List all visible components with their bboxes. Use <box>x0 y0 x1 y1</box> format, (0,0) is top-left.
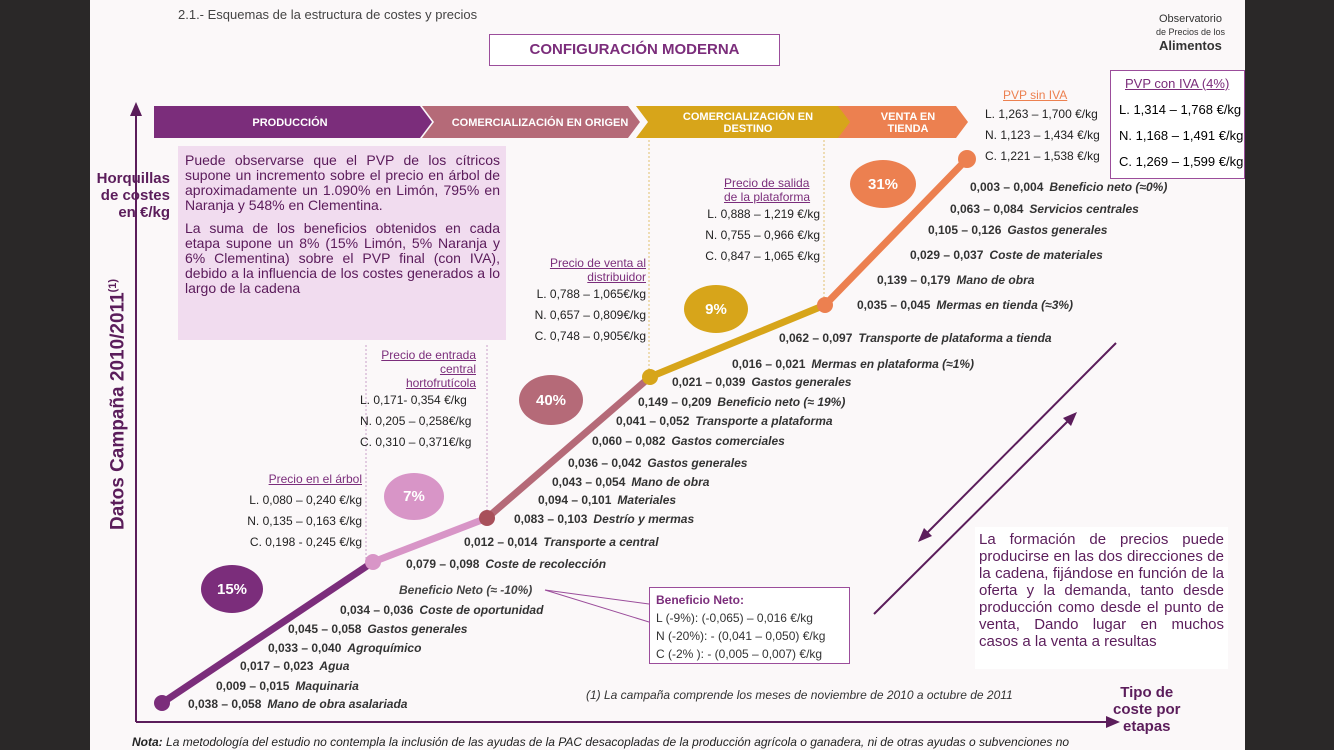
price-pvp-title: PVP sin IVA <box>1003 88 1068 102</box>
cost-label: Materiales <box>617 493 677 507</box>
cost-value: 0,012 – 0,014 <box>464 535 538 549</box>
cost-value: 0,105 – 0,126 <box>928 223 1002 237</box>
cost-item <box>779 331 1052 345</box>
node-pvp <box>958 150 976 168</box>
cost-value: 0,043 – 0,054 <box>552 475 626 489</box>
cost-item <box>514 512 694 526</box>
stage-label-produccion: PRODUCCIÓN <box>252 117 328 129</box>
cost-label: Mano de obra asalariada <box>267 697 408 711</box>
cost-value: 0,079 – 0,098 <box>406 557 480 571</box>
cost-value: 0,029 – 0,037 <box>910 248 984 262</box>
cost-value: 0,036 – 0,042 <box>568 456 642 470</box>
cost-item <box>268 641 421 655</box>
cost-item <box>399 583 532 597</box>
cost-value: 0,060 – 0,082 <box>592 434 666 448</box>
page <box>90 0 1245 750</box>
cost-label: Transporte a plataforma <box>695 414 833 428</box>
logo-line-2: de Precios de los <box>1155 27 1225 37</box>
cost-value: 0,094 – 0,101 <box>538 493 612 507</box>
stage-label-tienda: VENTA EN TIENDA <box>880 111 936 135</box>
y-axis-vertical-sup: (1) <box>107 278 119 293</box>
price-plataforma <box>696 176 820 267</box>
x-axis-label <box>1113 684 1181 735</box>
cost-label: Coste de recolección <box>485 557 607 571</box>
net-profit-c: C (-2% ): - (0,005 – 0,007) €/kg <box>656 647 823 661</box>
cost-label: Destrío y mermas <box>593 512 695 526</box>
net-profit-l: L (-9%): (-0,065) – 0,016 €/kg <box>656 611 813 625</box>
section-title: 2.1.- Esquemas de la estructura de costes y precios <box>178 7 478 22</box>
cost-value: 0,034 – 0,036 <box>340 603 414 617</box>
price-distribuidor <box>520 256 646 347</box>
bottom-note-label: Nota: <box>132 735 163 749</box>
cost-item <box>188 697 407 711</box>
price-distribuidor-c: C. 0,748 – 0,905€/kg <box>534 329 646 343</box>
node-start <box>154 695 170 711</box>
cost-item <box>732 357 974 371</box>
price-entrada-title-1: Precio de entrada <box>381 348 476 362</box>
cost-label: Gastos generales <box>367 622 468 636</box>
cost-label: Coste de oportunidad <box>419 603 544 617</box>
price-arbol-n: N. 0,135 – 0,163 €/kg <box>247 514 362 528</box>
cost-label: Gastos generales <box>751 375 852 389</box>
price-iva-c: C. 1,269 – 1,599 €/kg <box>1119 154 1244 169</box>
price-entrada-title-2: central <box>439 362 476 376</box>
diagram-title: CONFIGURACIÓN MODERNA <box>489 34 780 66</box>
price-pvp-n: N. 1,123 – 1,434 €/kg <box>985 128 1100 142</box>
price-plataforma-c: C. 0,847 – 1,065 €/kg <box>705 249 820 263</box>
cost-value: 0,041 – 0,052 <box>616 414 690 428</box>
cost-item <box>552 475 709 489</box>
stage-label-origen: COMERCIALIZACIÓN EN ORIGEN <box>451 117 629 129</box>
price-entrada-n: N. 0,205 – 0,258€/kg <box>360 414 472 428</box>
y-axis-vertical-label <box>107 279 129 530</box>
cost-value: 0,045 – 0,058 <box>288 622 362 636</box>
pct-tienda: 31% <box>850 160 916 208</box>
cost-value: 0,021 – 0,039 <box>672 375 746 389</box>
x-axis-label-line-3: etapas <box>1122 718 1171 735</box>
node-plataforma <box>817 297 833 313</box>
cost-value: 0,033 – 0,040 <box>268 641 342 655</box>
intro-paragraph-1: Puede observarse que el PVP de los cítricos supone un incremento sobre el precio en árbol de aproximadamente un 1.090% en Limón, 795% en Naranja y 548% en Clementina. <box>185 152 500 213</box>
cost-item <box>538 493 676 507</box>
cost-item <box>288 622 467 636</box>
logo-line-1: Observatorio <box>1158 13 1222 25</box>
cost-label: Coste de materiales <box>989 248 1103 262</box>
footnote: (1) La campaña comprende los meses de noviembre de 2010 a octubre de 2011 <box>586 688 1013 702</box>
cost-item <box>950 202 1139 216</box>
cost-label: Mermas en plataforma (≈1%) <box>811 357 975 371</box>
cost-value: 0,003 – 0,004 <box>970 180 1044 194</box>
cost-label: Beneficio Neto (≈ -10%) <box>399 583 533 597</box>
cost-item <box>672 375 851 389</box>
price-distribuidor-n: N. 0,657 – 0,809€/kg <box>534 308 646 322</box>
cost-label: Beneficio neto (≈0%) <box>1049 180 1168 194</box>
price-distribuidor-title-1: Precio de venta al <box>549 256 646 270</box>
cost-item <box>877 273 1034 287</box>
pct-destino: 9% <box>684 285 748 333</box>
net-profit-box <box>649 587 850 664</box>
cost-value: 0,083 – 0,103 <box>514 512 588 526</box>
bottom-note-text: La metodología del estudio no contempla la inclusión de las ayudas de la PAC desacopladas de la producción agrícola o ganadera, ni de otras ayudas o subvenciones no <box>166 735 1070 749</box>
cost-label: Agua <box>319 659 350 673</box>
price-arbol-l: L. 0,080 – 0,240 €/kg <box>249 493 362 507</box>
pct-produccion: 15% <box>201 565 263 613</box>
price-plataforma-n: N. 0,755 – 0,966 €/kg <box>705 228 820 242</box>
x-axis-label-line-1: Tipo de <box>1120 684 1174 701</box>
net-profit-n: N (-20%): - (0,041 – 0,050) €/kg <box>656 629 826 643</box>
price-distribuidor-title-2: distribuidor <box>587 270 646 284</box>
price-arbol-title: Precio en el árbol <box>268 472 362 486</box>
price-pvp <box>985 86 1105 167</box>
cost-label: Transporte a central <box>543 535 659 549</box>
price-iva-n: N. 1,168 – 1,491 €/kg <box>1119 128 1244 143</box>
bottom-note <box>132 735 1069 749</box>
connector-2 <box>545 590 649 622</box>
cost-value: 0,062 – 0,097 <box>779 331 853 345</box>
cost-value: 0,063 – 0,084 <box>950 202 1024 216</box>
logo-line-3: Alimentos <box>1159 38 1222 53</box>
stage-label-destino: COMERCIALIZACIÓN EN DESTINO <box>682 111 814 135</box>
cost-label: Gastos comerciales <box>671 434 785 448</box>
connector-1 <box>545 590 649 604</box>
price-entrada-title-3: hortofrutícola <box>405 376 476 390</box>
cost-item <box>592 434 785 448</box>
cost-value: 0,139 – 0,179 <box>877 273 951 287</box>
cost-label: Servicios centrales <box>1029 202 1139 216</box>
price-iva-box <box>1110 70 1245 179</box>
cost-item <box>240 659 349 673</box>
cost-item <box>568 456 747 470</box>
cost-value: 0,035 – 0,045 <box>857 298 931 312</box>
y-axis-arrow <box>130 102 142 116</box>
cost-label: Gastos generales <box>647 456 748 470</box>
cost-value: 0,017 – 0,023 <box>240 659 314 673</box>
node-entrada <box>479 510 495 526</box>
cost-label: Gastos generales <box>1007 223 1108 237</box>
price-plataforma-title-1: Precio de salida <box>724 176 810 190</box>
y-axis-label-line-1: Horquillas <box>96 170 170 187</box>
cost-label: Agroquímico <box>347 641 422 655</box>
node-arbol <box>365 554 381 570</box>
cost-item <box>340 603 543 617</box>
price-formation-note: La formación de precios puede producirse en las dos direcciones de la cadena, fijándose en función de la oferta y la demanda, tanto desde producción como desde el punto de venta, Dando lugar en muchos casos a la venta a resultas <box>975 527 1228 669</box>
cost-item <box>464 535 659 549</box>
left-margin <box>0 0 90 750</box>
price-iva-l: L. 1,314 – 1,768 €/kg <box>1119 102 1242 117</box>
cost-value: 0,009 – 0,015 <box>216 679 290 693</box>
y-axis-label-line-2: de costes <box>100 187 170 204</box>
cost-item <box>970 180 1167 194</box>
price-distribuidor-l: L. 0,788 – 1,065€/kg <box>536 287 646 301</box>
cost-item <box>857 298 1073 312</box>
cost-label: Mermas en tienda (≈3%) <box>936 298 1074 312</box>
y-axis-label <box>90 170 170 221</box>
cost-label: Beneficio neto (≈ 19%) <box>717 395 846 409</box>
cost-label: Maquinaria <box>295 679 359 693</box>
right-margin <box>1245 0 1334 750</box>
cost-item <box>928 223 1107 237</box>
price-entrada-c: C. 0,310 – 0,371€/kg <box>360 435 472 449</box>
cost-item <box>216 679 359 693</box>
intro-paragraph-2: La suma de los beneficios obtenidos en cada etapa supone un 8% (15% Limón, 5% Naranja y 6% Clementina) sobre el PVP final (con IVA), debido a la influencia de los costes generados a lo largo de la cadena <box>185 220 500 296</box>
node-distribuidor <box>642 369 658 385</box>
y-axis-vertical-text: Datos Campaña 2010/2011 <box>107 292 129 530</box>
price-pvp-l: L. 1,263 – 1,700 €/kg <box>985 107 1098 121</box>
cost-item <box>406 557 606 571</box>
cost-item <box>638 395 845 409</box>
price-arbol <box>240 469 362 553</box>
price-entrada <box>360 348 476 453</box>
cost-item <box>616 414 833 428</box>
price-pvp-c: C. 1,221 – 1,538 €/kg <box>985 149 1100 163</box>
price-iva-title: PVP con IVA (4%) <box>1125 76 1230 91</box>
pct-recoleccion: 7% <box>384 473 444 520</box>
cost-value: 0,016 – 0,021 <box>732 357 806 371</box>
cost-item <box>910 248 1103 262</box>
y-axis-label-line-3: en €/kg <box>118 204 170 221</box>
price-entrada-l: L. 0,171- 0,354 €/kg <box>360 393 467 407</box>
price-arbol-c: C. 0,198 - 0,245 €/kg <box>249 535 362 549</box>
cost-label: Transporte de plataforma a tienda <box>858 331 1052 345</box>
intro-box <box>178 146 506 340</box>
price-plataforma-title-2: de la plataforma <box>724 190 811 204</box>
cost-value: 0,038 – 0,058 <box>188 697 262 711</box>
cost-value: 0,149 – 0,209 <box>638 395 712 409</box>
price-plataforma-l: L. 0,888 – 1,219 €/kg <box>707 207 820 221</box>
cost-label: Mano de obra <box>956 273 1035 287</box>
net-profit-title: Beneficio Neto: <box>656 593 745 607</box>
x-axis-label-line-2: coste por <box>1113 701 1181 718</box>
pct-origen: 40% <box>519 375 583 425</box>
arrow-down <box>924 343 1116 536</box>
cost-label: Mano de obra <box>631 475 710 489</box>
